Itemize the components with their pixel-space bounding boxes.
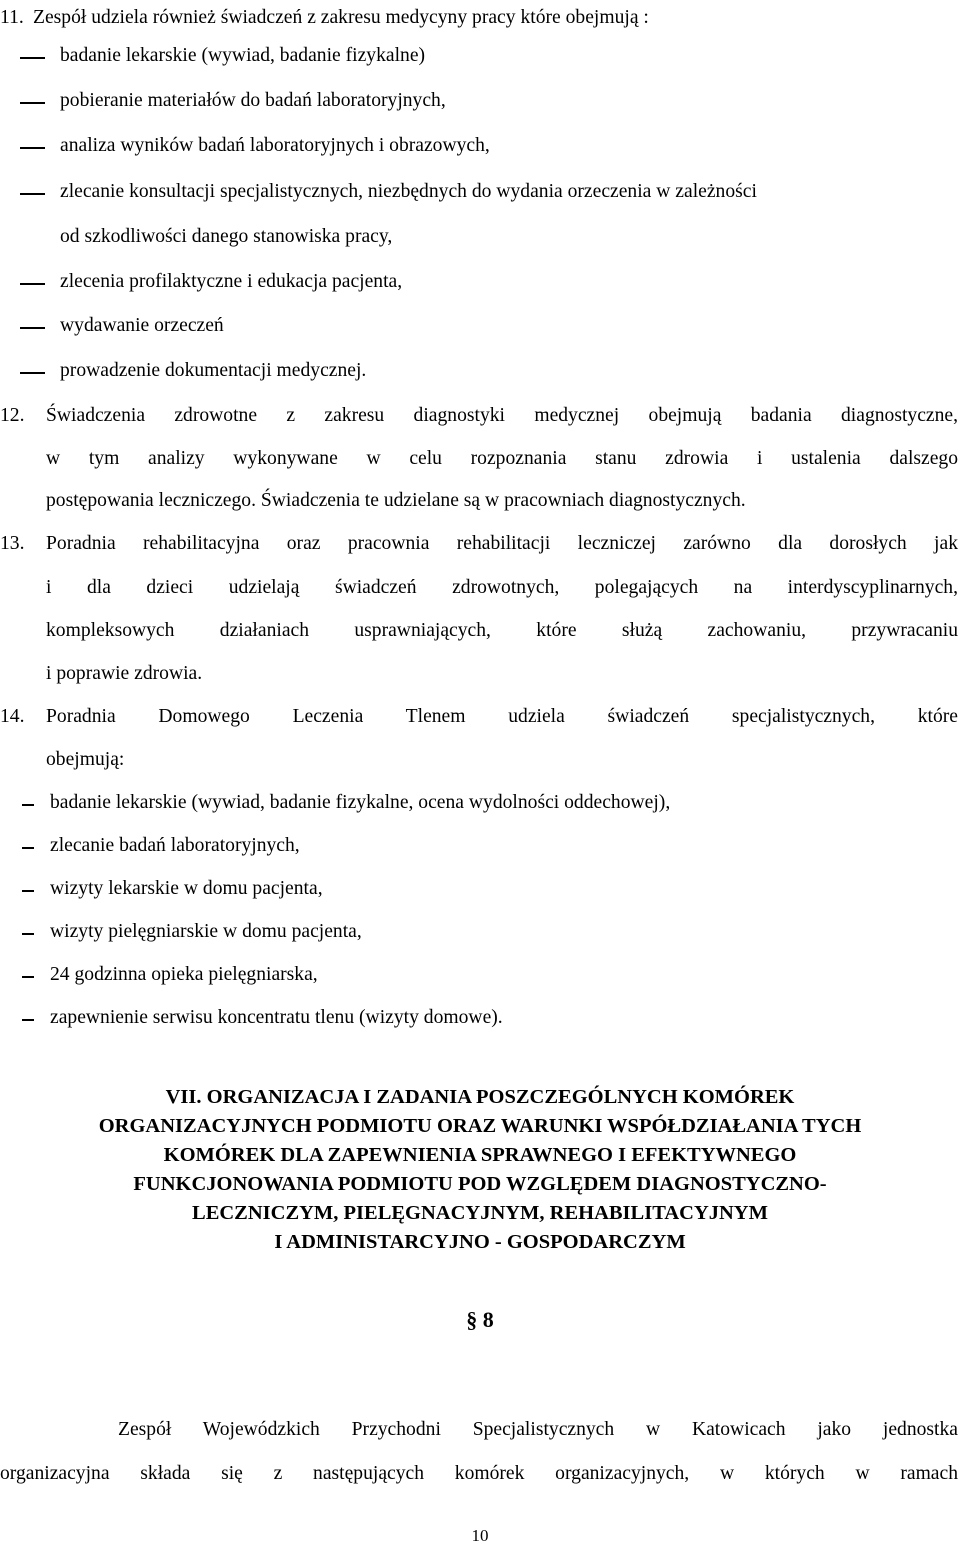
item-text-line: w tym analizy wykonywane w celu rozpoznania stanu zdrowia i ustalenia dalszego — [46, 448, 958, 469]
item-text-line: Poradnia rehabilitacyjna oraz pracownia rehabilitacji leczniczej zarówno dla dorosłych jak — [46, 533, 958, 554]
section-heading-line: FUNKCJONOWANIA PODMIOTU POD WZGLĘDEM DIAGNOSTYCZNO- — [133, 1173, 827, 1195]
dash-bullet — [20, 283, 45, 285]
item-text-line: i dla dzieci udzielają świadczeń zdrowotnych, polegających na interdyscyplinarnych, — [46, 577, 958, 598]
section-heading-line: I ADMINISTARCYJNO - GOSPODARCZYM — [274, 1231, 686, 1253]
item-number: 13. — [0, 533, 25, 554]
item-text-line: postępowania leczniczego. Świadczenia te udzielane są w pracowniach diagnostycznych. — [46, 490, 746, 511]
item-number: 14. — [0, 706, 25, 727]
item-text: Zespół udziela również świadczeń z zakresu medycyny pracy które obejmują : — [33, 7, 649, 28]
item-text-line: kompleksowych działaniach usprawniających, które służą zachowaniu, przywracaniu — [46, 620, 958, 641]
dash-bullet — [20, 327, 45, 329]
page-number: 10 — [471, 1526, 489, 1545]
dash-bullet — [22, 804, 34, 806]
dash-bullet — [20, 147, 45, 149]
dash-bullet — [22, 847, 34, 849]
paragraph-line: organizacyjna składa się z następujących komórek organizacyjnych, w których w ramach — [0, 1463, 958, 1484]
item-text-line: Świadczenia zdrowotne z zakresu diagnostyki medycznej obejmują badania diagnostyczne, — [46, 405, 958, 426]
item-text-line: obejmują: — [46, 749, 125, 770]
section-heading-line: ORGANIZACYJNYCH PODMIOTU ORAZ WARUNKI WSPÓŁDZIAŁANIA TYCH — [98, 1115, 862, 1137]
dash-bullet — [20, 372, 45, 374]
dash-bullet — [22, 1019, 34, 1021]
dash-bullet — [22, 976, 34, 978]
dash-bullet — [20, 57, 45, 59]
item-number: 12. — [0, 405, 25, 426]
section-heading-line: LECZNICZYM, PIELĘGNACYJNYM, REHABILITACYJNYM — [192, 1202, 768, 1224]
item-number: 11. — [0, 7, 24, 28]
dash-bullet — [20, 193, 45, 195]
section-heading-line: VII. ORGANIZACJA I ZADANIA POSZCZEGÓLNYCH KOMÓREK — [165, 1086, 795, 1108]
dash-bullet — [22, 933, 34, 935]
dash-bullet — [22, 890, 34, 892]
paragraph-line: Zespół Wojewódzkich Przychodni Specjalistycznych w Katowicach jako jednostka — [118, 1419, 958, 1440]
section-heading-line: KOMÓREK DLA ZAPEWNIENIA SPRAWNEGO I EFEKTYWNEGO — [163, 1144, 797, 1166]
item-text-line: Poradnia Domowego Leczenia Tlenem udziela świadczeń specjalistycznych, które — [46, 706, 958, 727]
dash-bullet — [20, 102, 45, 104]
paragraph-sign: § 8 — [466, 1307, 494, 1332]
item-text-line: i poprawie zdrowia. — [46, 663, 203, 684]
